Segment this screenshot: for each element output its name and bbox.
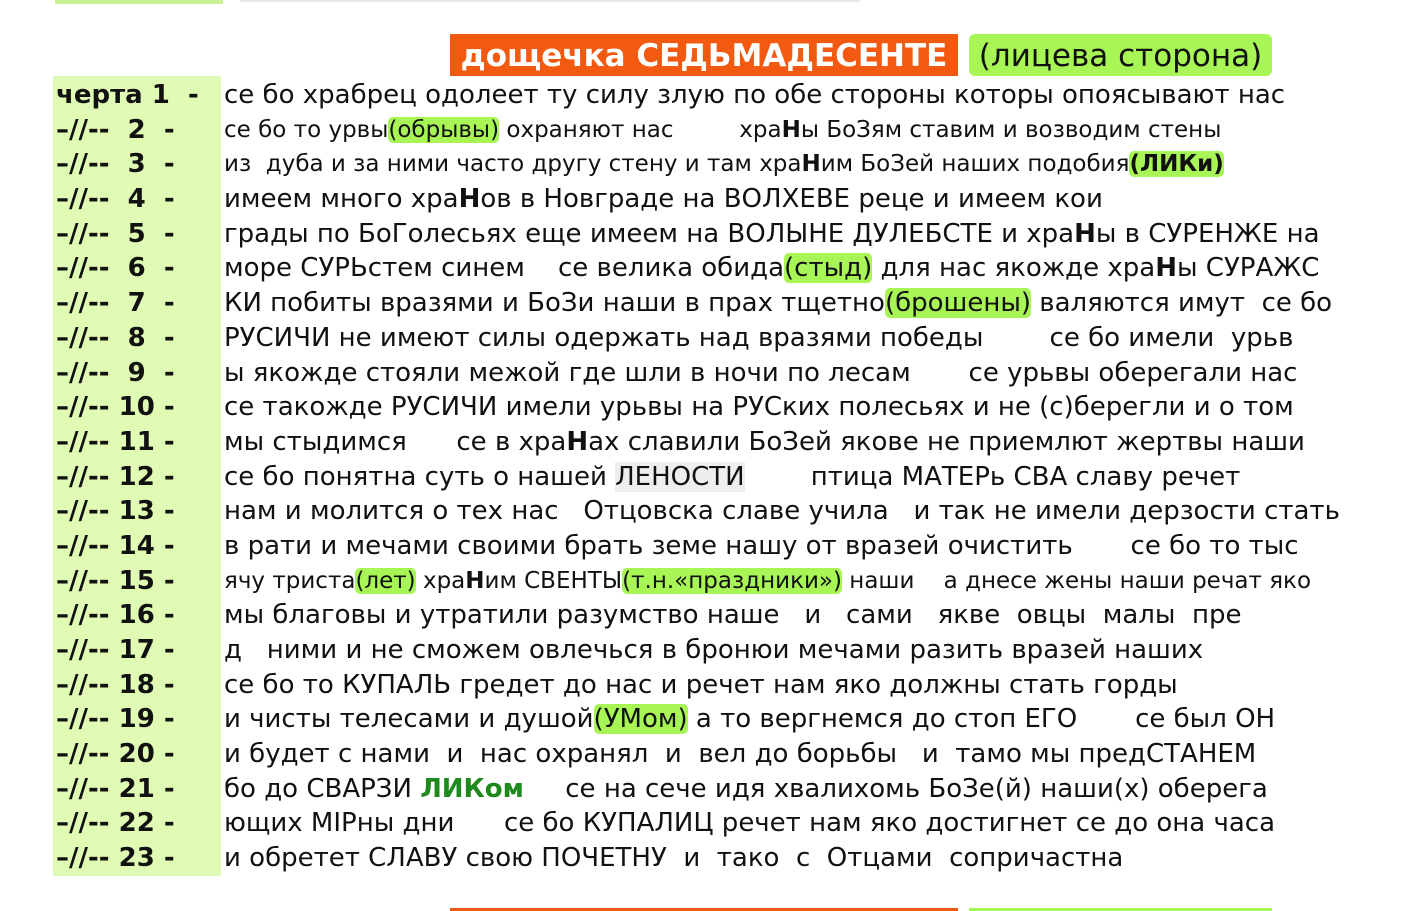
highlighted-text: (ЛИКи) (1129, 151, 1224, 178)
highlighted-text: Н (781, 116, 801, 143)
text-segment: птица МАТЕРь СВА славу речет (744, 461, 1241, 492)
line-text (224, 113, 1403, 147)
text-segment: мы благовы и утратили разумство наше и сами якве овцы малы пре (224, 600, 1242, 631)
line-label: –//-- 5 - (56, 218, 175, 249)
line-label: –//-- 6 - (56, 253, 175, 284)
line-label: –//-- 8 - (56, 322, 175, 353)
line-label: –//-- 12 - (56, 461, 175, 492)
line-text (224, 182, 1403, 216)
text-segment: валяются имут се бо (1030, 288, 1333, 319)
text-line (0, 251, 1411, 286)
line-label: –//-- 18 - (56, 669, 175, 700)
line-text (224, 702, 1403, 736)
text-segment: для нас якожде хра (872, 253, 1156, 284)
line-label: черта 1 - (56, 80, 199, 110)
text-line (0, 737, 1411, 772)
text-segment: д ними и не сможем овлечься в бронюи мечами разить вразей наших (224, 635, 1204, 665)
line-text (224, 217, 1403, 251)
text-segment: имеем много хра (224, 184, 459, 215)
text-line (0, 113, 1411, 148)
line-text (224, 564, 1403, 598)
line-text (224, 668, 1403, 702)
text-line (0, 321, 1411, 356)
text-segment: а то вергнемся до стоп ЕГО се был ОН (687, 704, 1276, 735)
highlighted-text: (лет) (355, 567, 416, 594)
text-segment: бо до СВАРЗИ (224, 773, 421, 804)
text-segment: РУСИЧИ не имеют силы одержать над вразями победы се бо имели урьв (224, 322, 1294, 353)
line-label: –//-- 3 - (56, 149, 175, 180)
text-line (0, 494, 1411, 529)
text-segment: ы в СУРЕНЖЕ на (1095, 218, 1320, 249)
text-line (0, 217, 1411, 252)
text-segment: ющих МIРны дни се бо КУПАЛИЦ речет нам яко достигнет се до она часа (224, 808, 1276, 839)
line-label: –//-- 9 - (56, 357, 175, 388)
text-segment: охраняют нас хра (499, 116, 782, 143)
highlighted-text: (УМом) (593, 704, 688, 735)
text-line (0, 564, 1411, 599)
highlighted-text: Н (801, 151, 821, 178)
text-segment: из дуба и за ними часто другу стену и там хра (224, 151, 802, 178)
line-label: –//-- 14 - (56, 530, 175, 561)
line-label: –//-- 17 - (56, 635, 175, 665)
line-text (224, 598, 1403, 632)
text-line (0, 147, 1411, 182)
line-text (224, 494, 1403, 528)
text-segment: се бо то урвы (224, 116, 389, 143)
text-segment: се бо храбрец одолеет ту силу злую по обе стороны которы опоясывают нас (224, 80, 1286, 110)
text-segment: КИ побиты вразями и БоЗи наши в прах тщетно (224, 288, 885, 319)
text-line (0, 529, 1411, 564)
text-line (0, 633, 1411, 668)
line-label: –//-- 16 - (56, 600, 175, 631)
text-segment: им БоЗей наших подобия (820, 151, 1130, 178)
text-segment: наши а днесе жены наши речат яко (841, 567, 1312, 594)
line-text (224, 529, 1403, 563)
text-segment: ячу триста (224, 567, 356, 594)
line-text (224, 147, 1403, 181)
text-segment: ов в Новграде на ВОЛХЕВЕ реце и имеем кои (480, 184, 1103, 215)
text-segment: ах славили БоЗей якове не приемлют жертвы наши (588, 426, 1305, 457)
line-text (224, 286, 1403, 320)
text-line (0, 182, 1411, 217)
text-line (0, 356, 1411, 391)
line-text (224, 806, 1403, 840)
text-line (0, 390, 1411, 425)
line-label: –//-- 19 - (56, 704, 175, 735)
text-segment: и обретет СЛАВУ свою ПОЧЕТНУ и тако с Отцами сопричастна (224, 843, 1124, 874)
text-segment: се бо понятна суть о нашей (224, 461, 616, 492)
line-label: –//-- 10 - (56, 392, 175, 423)
line-text (224, 841, 1403, 875)
line-text (224, 460, 1403, 494)
line-label: –//-- 15 - (56, 565, 175, 596)
line-label: –//-- 2 - (56, 114, 175, 145)
line-label: –//-- 11 - (56, 426, 175, 457)
text-segment: нам и молится о тех нас Отцовска славе учила и так не имели дерзости стать (224, 496, 1340, 527)
text-segment: се на сече идя хвалихомь БоЗе(й) наши(х) оберега (523, 773, 1268, 804)
text-segment: в рати и мечами своими брать земе нашу от вразей очистить се бо то тыс (224, 530, 1299, 561)
line-text (224, 251, 1403, 285)
line-label: –//-- 7 - (56, 288, 175, 319)
highlighted-text: ЛИКом (420, 773, 524, 804)
highlighted-text: (т.н.«праздники») (622, 567, 842, 594)
highlighted-text: ЛЕНОСТИ (615, 461, 745, 492)
line-text (224, 633, 1403, 667)
highlighted-text: (стыд) (784, 253, 873, 284)
text-line (0, 286, 1411, 321)
line-text (224, 390, 1403, 424)
line-label: –//-- 13 - (56, 496, 175, 527)
highlighted-text: Н (1074, 218, 1096, 249)
line-label: –//-- 21 - (56, 773, 175, 804)
line-text (224, 356, 1403, 390)
highlighted-text: Н (566, 426, 589, 457)
text-segment: се такожде РУСИЧИ имели урьвы на РУСких полесьях и не (с)берегли и о том (224, 392, 1294, 423)
text-segment: се бо то КУПАЛЬ гредет до нас и речет нам яко должны стать горды (224, 669, 1178, 700)
top-highlight-bar (55, 0, 223, 4)
text-line (0, 460, 1411, 495)
highlighted-text: Н (465, 567, 485, 594)
line-text (224, 737, 1403, 771)
highlighted-text: (обрывы) (388, 116, 500, 143)
text-segment: грады по БоГолесьях еще имеем на ВОЛЫНЕ ДУЛЕБСТЕ и хра (224, 218, 1075, 249)
text-lines (0, 78, 1411, 876)
text-line (0, 702, 1411, 737)
text-line (0, 668, 1411, 703)
text-segment: хра (415, 567, 466, 594)
text-line (0, 425, 1411, 460)
line-text (224, 425, 1403, 459)
highlighted-text: (брошены) (884, 288, 1031, 319)
highlighted-text: Н (1155, 253, 1178, 284)
line-text (224, 772, 1403, 806)
highlighted-text: Н (458, 184, 481, 215)
line-text (224, 321, 1403, 355)
tablet-side-label: (лицева сторона) (969, 34, 1272, 76)
text-line (0, 598, 1411, 633)
text-segment: ы БоЗям ставим и возводим стены (800, 116, 1222, 143)
line-text (224, 78, 1403, 112)
line-label: –//-- 23 - (56, 843, 175, 874)
tablet-title: дощечка СЕДЬМАДЕСЕНТЕ (450, 34, 958, 76)
text-segment: ы якожде стояли межой где шли в ночи по лесам се урьвы оберегали нас (224, 357, 1298, 388)
text-line (0, 772, 1411, 807)
text-segment: мы стыдимся се в хра (224, 426, 567, 457)
line-label: –//-- 20 - (56, 739, 175, 770)
text-line (0, 806, 1411, 841)
text-segment: море СУРЬстем синем се велика обида (224, 253, 785, 284)
text-segment: и чисты телесами и душой (224, 704, 594, 735)
top-faint-line (240, 0, 860, 2)
text-segment: им СВЕНТЫ (484, 567, 623, 594)
text-segment: и будет с нами и нас охранял и вел до борьбы и тамо мы предСТАНЕМ (224, 739, 1257, 770)
text-segment: ы СУРАЖС (1177, 253, 1320, 284)
title-row (0, 34, 1411, 76)
text-line (0, 78, 1411, 113)
text-line (0, 841, 1411, 876)
line-label: –//-- 22 - (56, 808, 175, 839)
line-label: –//-- 4 - (56, 184, 175, 215)
